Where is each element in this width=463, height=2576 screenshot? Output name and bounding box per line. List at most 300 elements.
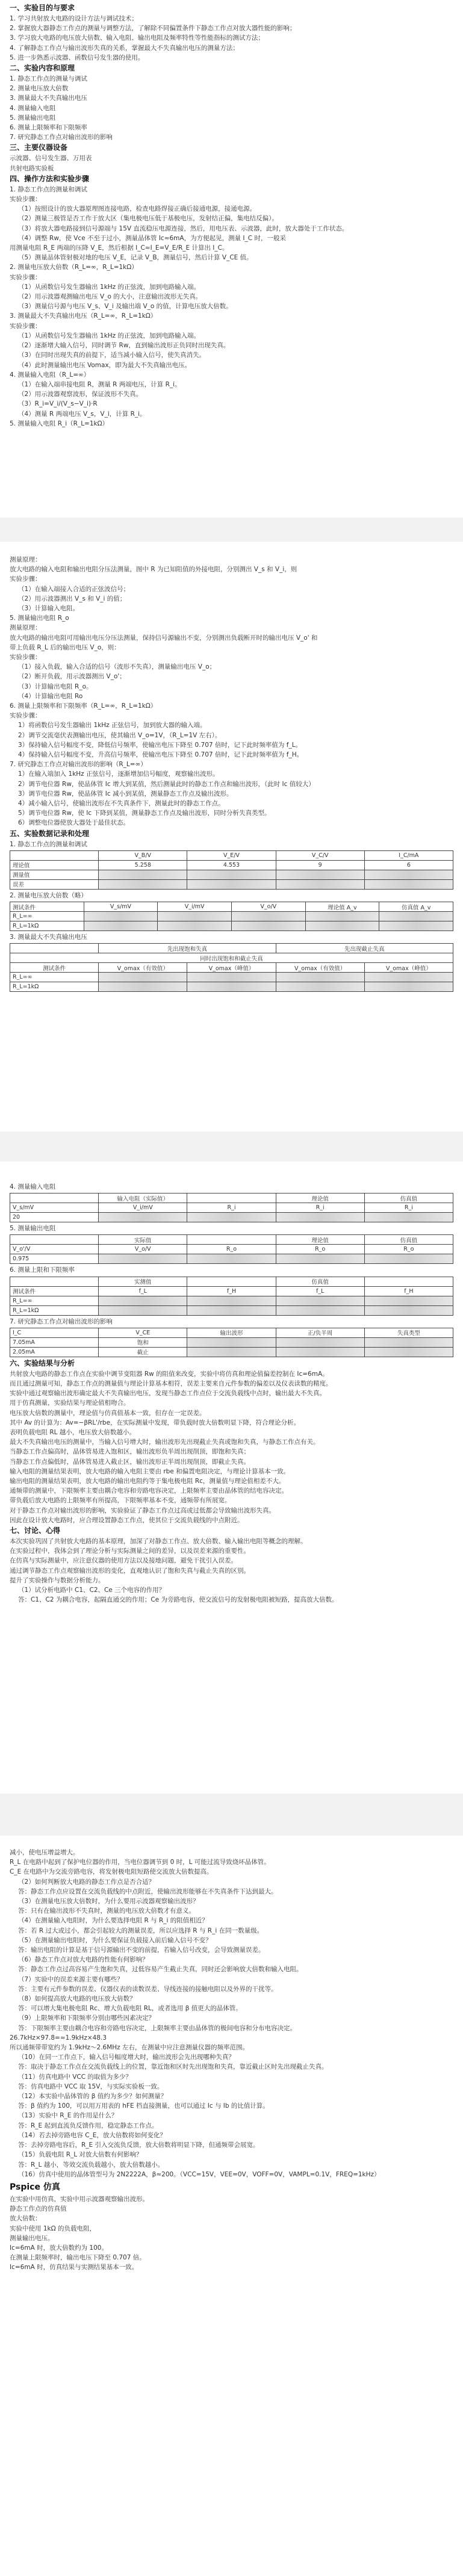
table-cell: [276, 1213, 364, 1222]
table-cell: [276, 1296, 364, 1305]
text-line: 3. 测量最大不失真输出电压（R_L=∞，R_L=1kΩ）: [10, 312, 157, 320]
table-cell: [158, 912, 232, 921]
table-frequency: [10, 1277, 453, 1316]
table-cell: f_H: [187, 1286, 276, 1296]
table-cell: [187, 973, 276, 982]
table-cell: [10, 1277, 99, 1286]
table-cell: 5.258: [99, 860, 187, 870]
table-cell: [187, 1194, 276, 1203]
text-line: （1）试分析电路中 C1、C2、Ce 三个电容的作用？: [18, 1587, 166, 1594]
text-line: 1. 静态工作点的测量与调试: [10, 75, 87, 83]
table-cell: [364, 1347, 453, 1357]
table-cell: 7.05mA: [10, 1337, 99, 1347]
text-line: 静态工作点的仿真值: [10, 2205, 67, 2213]
text-line: （2）测量三极管是否工作于放大区（集电极电压低于基极电压，发射结正偏，集电结反偏）。: [18, 215, 278, 223]
table-cell: R_o: [187, 1245, 276, 1254]
text-line: （1）在输入端串接电阻 R，测量 R 两端电压，计算 R_i。: [18, 380, 181, 388]
table-cell: V_CE: [99, 1328, 187, 1337]
text-line: （1）接入负载，输入合适的信号（波形不失真），测量输出电压 V_o；: [18, 663, 216, 671]
text-line: （4）计算输出电阻 Ro: [18, 692, 83, 700]
table-caption: 1. 静态工作点的测量和调试: [10, 840, 87, 848]
text-line: 答：R_E 起到直流负反馈作用，稳定静态工作点。: [18, 2122, 158, 2129]
page-4-content: [0, 1836, 463, 2273]
text-line: 答：可以增大集电极电阻 Rc、增大负载电阻 RL，或者选用 β 值更大的晶体管。: [18, 2005, 242, 2013]
table-cell: [84, 912, 158, 921]
text-line: 答：只有在输出波形不失真时，测量的电压放大倍数才有意义。: [18, 1907, 195, 1915]
text-line: 输出电阻的测量结果表明，放大电路的输出电阻约等于集电极电阻 Rc，测量值与理论值相差不大。: [10, 1478, 285, 1485]
text-line: 5. 测量输出电阻: [10, 114, 56, 122]
table-row: [10, 879, 453, 889]
text-line: 实验步骤：: [10, 273, 42, 281]
table-cell: R_o: [364, 1245, 453, 1254]
section-heading: Pspice 仿真: [10, 2182, 60, 2192]
table-cell: [10, 1194, 99, 1203]
text-line: 4. 了解静态工作点与输出波形失真的关系，掌握最大不失真输出电压的测量方法；: [10, 44, 239, 52]
text-line: 在仿真与实际测量中，应注意仪器的使用方法以及接地问题，避免干扰引入误差。: [10, 1557, 237, 1565]
table-cell: 测试条件: [10, 963, 99, 973]
text-line: 最大不失真输出电压的测量中，当输入信号增大时，输出波形先出现截止失真或饱和失真，与静态工作点有关。: [10, 1438, 320, 1446]
table-cell: [187, 982, 276, 992]
table-cell: 实际值: [99, 1235, 187, 1245]
section-heading: 四、操作方法和实验步骤: [10, 174, 90, 183]
text-line: 答：下限频率主要由耦合电容和旁路电容决定，上限频率主要由晶体管的极间电容和分布电容决定。: [18, 2024, 296, 2032]
table-caption: 7. 研究静态工作点对输出波形的影响: [10, 1317, 113, 1325]
page-2: [0, 542, 463, 1132]
text-line: （3）测量信号源与电压 V_s、V_i 及输出端 V_o 的值，计算电压放大倍数。: [18, 303, 232, 311]
text-line: 5. 测量输出电阻 R_o: [10, 615, 69, 622]
table-cell: V_B/V: [99, 850, 187, 860]
table-cell: [99, 1254, 187, 1264]
text-line: 测量输出电压。: [10, 2234, 54, 2242]
text-line: 1. 静态工作点的测量和调试: [10, 185, 87, 193]
table-cell: 仿真值 A_v: [379, 902, 453, 912]
table-cell: [364, 879, 453, 889]
text-line: 2. 掌握放大器静态工作点的测量与调整方法，了解除不同偏置条件下静态工作点对放大器性能的影响；: [10, 25, 296, 33]
table-cell: [99, 973, 187, 982]
text-line: （2）用示波器观察波形，保证波形不失真。: [18, 391, 143, 398]
table-row: [10, 1194, 453, 1203]
text-line: 6. 测量上限频率和下限频率: [10, 124, 87, 132]
table-row: [10, 1213, 453, 1222]
table-row: [10, 1235, 453, 1245]
table-cell: [305, 921, 379, 931]
text-line: 测量原理：: [10, 556, 42, 563]
table-cell: V_i/mV: [99, 1203, 187, 1213]
table-cell: I_C/mA: [364, 850, 453, 860]
table-voltage-gain: [10, 902, 453, 931]
page-gap-1: [0, 518, 463, 542]
table-cell: [379, 912, 453, 921]
table-cell: [99, 1296, 187, 1305]
text-line: 答：若 R 过大或过小，都会引起较大的测量误差，所以应选择 R 与 R_i 在同一数量级。: [18, 1927, 264, 1934]
table-cell: [187, 1347, 276, 1357]
table-cell: V_i/mV: [158, 902, 232, 912]
text-line: 7. 研究静态工作点对输出波形的影响（R_L=∞）: [10, 761, 147, 769]
text-line: 答：仿真电路中 VCC 取 15V，与实际实验板一致。: [18, 2082, 164, 2090]
text-line: 4. 测量输入电阻: [10, 104, 56, 112]
table-cell: [364, 1277, 453, 1286]
text-line: 7. 研究静态工作点对输出波形的影响: [10, 134, 113, 141]
text-line: 提升了实验操作与数据分析能力。: [10, 1576, 105, 1584]
text-line: 测量原理：: [10, 624, 42, 632]
text-line: 1）将函数信号发生器输出 1kHz 正弦信号，加到放大器的输入端。: [18, 722, 207, 729]
table-cell: R_L=∞: [10, 973, 99, 982]
page-2-content: [0, 542, 463, 992]
text-line: 放大电路的输出电阻可用输出电压分压法测量，保持信号源输出不变，分别测出负载断开时的输出电压 V_o' 和: [10, 634, 318, 642]
table-cell: [276, 982, 364, 992]
text-line: （15）负载电阻 R_L 对放大倍数有何影响？: [18, 2151, 143, 2159]
text-line: 实验步骤：: [10, 196, 42, 203]
text-line: 2）调节电位器 Rw，使晶体管 Ic 增大到某值，然后测量此时的静态工作点和输出波形，（此时 Ic 值较大）: [18, 780, 315, 788]
table-row: [10, 944, 453, 953]
text-line: （2）断开负载，用示波器测出 V_o'；: [18, 673, 126, 681]
table-cell: 9: [276, 860, 364, 870]
text-line: （3）在测量电压放大倍数时，为什么要用示波器观察输出波形？: [18, 1898, 199, 1906]
section-heading: 五、实验数据记录和处理: [10, 829, 90, 838]
table-row: [10, 902, 453, 912]
table-cell: [187, 870, 276, 879]
table-row: [10, 850, 453, 860]
table-cell: V_omax（峰值）: [187, 963, 276, 973]
table-cell: 0.975: [10, 1254, 99, 1264]
text-line: （14）若去掉旁路电容 C_E，放大倍数将如何变化？: [18, 2131, 166, 2139]
text-line: 实验步骤：: [10, 712, 42, 720]
table-cell: 理论值: [276, 1194, 364, 1203]
page-3-content: [0, 1162, 463, 1605]
table-cell: [231, 921, 305, 931]
text-line: 3）保持输入信号幅度不变，降低信号频率，使输出电压下降至 0.707 倍时，记下此时频率值为 f_L。: [18, 741, 302, 749]
table-cell: [99, 870, 187, 879]
text-line: （4）此时测量输出电压 Vomax，即为最大不失真输出电压。: [18, 361, 191, 369]
table-cell: V_s/mV: [10, 1203, 99, 1213]
table-cell: V_o/V: [99, 1245, 187, 1254]
table-cell: V_omax（有效值）: [276, 963, 364, 973]
table-cell: R_L=∞: [10, 1296, 99, 1305]
text-line: 在测量上限频率时，输出电压下降至 0.707 倍。: [10, 2254, 146, 2262]
table-cell: [276, 973, 364, 982]
table-cell: [187, 879, 276, 889]
table-cell: R_i: [276, 1203, 364, 1213]
table-cell: [187, 1254, 276, 1264]
text-line: （4）测量 R 两端电压 V_s，V_i，计算 R_i。: [18, 410, 146, 418]
text-line: 表明负载电阻 RL 越小，电压放大倍数越小。: [10, 1429, 135, 1437]
table-row: [10, 1305, 453, 1315]
table-cell: R_L=1kΩ: [10, 921, 84, 931]
table-cell: [364, 1296, 453, 1305]
table-cell: 截止: [99, 1347, 187, 1357]
page-1: [0, 0, 463, 518]
text-line: 用测量电阻 R_E 两端的压降 V_E，然后根据 I_C≈I_E=V_E/R_E 计算出 I_C。: [10, 244, 229, 252]
text-line: 在实验中用仿真，实验中用示波器观察输出波形。: [10, 2195, 149, 2203]
table-cell: [187, 1235, 276, 1245]
text-line: （2）逐渐增大输入信号，同时调节 Rw，直到输出波形正负同时出现失真。: [18, 342, 230, 350]
table-cell: 测量值: [10, 870, 99, 879]
text-line: 当静态工作点偏低时，晶体管易进入截止区，输出波形正半周出现削顶，即截止失真。: [10, 1458, 250, 1466]
table-cell: 2.05mA: [10, 1347, 99, 1357]
table-row: [10, 1203, 453, 1213]
table-row: [10, 973, 453, 982]
text-line: 实验中使用 1kΩ 的负载电阻，: [10, 2225, 96, 2232]
text-line: 当静态工作点偏高时，晶体管易进入饱和区，输出波形负半周出现削顶，即饱和失真；: [10, 1448, 250, 1456]
text-line: 2）调节交流毫伏表测输出电压，使其输出 V_o=1V，（R_L=1V 左右）。: [18, 731, 222, 739]
text-line: 带负载后放大电路的上限频率有所提高，下限频率基本不变，通频带有所展宽。: [10, 1497, 231, 1505]
text-line: 通频带的测量中，下限频率主要由耦合电容和旁路电容决定，上限频率主要由晶体管的结电容决定。: [10, 1487, 288, 1495]
table-cell: 输出波形: [187, 1328, 276, 1337]
table-cell: [276, 879, 364, 889]
table-cell: [99, 982, 187, 992]
table-cell: I_C: [10, 1328, 99, 1337]
text-line: （1）从函数信号发生器输出 1kHz 的正弦波，加到电路输入端。: [18, 283, 200, 291]
table-cell: 测试条件: [10, 1286, 99, 1296]
text-line: 答：主要有元件参数的误差、仪器仪表的读数误差、导线连接的接触电阻以及外界的干扰等。: [18, 1985, 278, 1993]
table-cell: [364, 1213, 453, 1222]
text-line: 2. 测量电压放大倍数（R_L=∞，R_L=1kΩ）: [10, 264, 138, 271]
table-cell: 输入电阻（实际值）: [99, 1194, 187, 1203]
text-line: 实验步骤：: [10, 575, 42, 583]
table-cell: 仿真值: [364, 1235, 453, 1245]
table-cell: [187, 1337, 276, 1347]
text-line: （4）在测量输入电阻时，为什么要选择电阻 R 与 R_i 的阻值相近？: [18, 1917, 208, 1925]
table-row: [10, 1286, 453, 1296]
text-line: 放大倍数：: [10, 2215, 42, 2223]
table-cell: [276, 1347, 364, 1357]
table-cell: f_L: [99, 1286, 187, 1296]
text-line: （13）实验中 R_E 的作用是什么？: [18, 2112, 118, 2120]
table-cell: [10, 850, 99, 860]
text-line: 答：C1、C2 为耦合电容，起隔直通交的作用；Ce 为旁路电容，使交流信号的发射极电阻被短路，提高放大倍数。: [18, 1596, 338, 1604]
spacer: [10, 1164, 453, 1182]
table-row: [10, 1277, 453, 1286]
table-cell: [99, 1305, 187, 1315]
table-cell: 测试条件: [10, 902, 84, 912]
table-cell: V_s/mV: [84, 902, 158, 912]
text-line: （5）在测量输出电阻时，为什么要保证负载接入前后输入信号不变？: [18, 1936, 212, 1944]
page-3: [0, 1162, 463, 1794]
table-cell: 理论值: [10, 860, 99, 870]
table-cell: f_H: [364, 1286, 453, 1296]
table-cell: V_C/V: [276, 850, 364, 860]
text-line: C_E 在电路中为交流旁路电容，将发射极电阻短路使交流放大倍数提高。: [10, 1868, 213, 1876]
table-cell: [187, 1305, 276, 1315]
table-cell: [187, 1213, 276, 1222]
table-cell: 理论值: [276, 1235, 364, 1245]
text-line: Ic=6mA 时，仿真结果与实测结果基本一致。: [10, 2264, 138, 2271]
text-line: 4. 测量输入电阻（R_L=∞）: [10, 371, 90, 379]
text-line: （11）仿真电路中 VCC 的取值为多少？: [18, 2073, 132, 2081]
table-cell: 先出现截止失真: [276, 944, 453, 953]
text-line: 答：取决于静态工作点在交流负载线上的位置，靠近饱和区时先出现饱和失真，靠近截止区时先出现截止失真。: [18, 2063, 328, 2071]
table-cell: V_omax（有效值）: [99, 963, 187, 973]
text-line: 用于仿真测量，实验结果与理论值相吻合。: [10, 1399, 130, 1407]
table-cell: R_L=∞: [10, 912, 84, 921]
text-line: （1）在输入端接入合适的正弦波信号；: [18, 585, 130, 593]
table-cell: R_i: [364, 1203, 453, 1213]
table-caption: 4. 测量输入电阻: [10, 1183, 56, 1190]
text-line: （5）测量晶体管射极对地的电压 V_E，记录 V_B，测量信号，然后计算 V_CE 值。: [18, 254, 253, 262]
table-row: [10, 921, 453, 931]
table-row: [10, 1347, 453, 1357]
text-line: Ic=6mA 时，放大倍数约为 100。: [10, 2244, 108, 2252]
table-row: [10, 860, 453, 870]
table-cell: [364, 973, 453, 982]
table-caption: 3. 测量最大不失真输出电压: [10, 933, 87, 941]
table-row: [10, 953, 453, 963]
table-row: [10, 1337, 453, 1347]
text-line: （2）如何判断放大电路的静态工作点是否合适？: [18, 1878, 155, 1886]
text-line: （2）用示波器观测输出电压 V_o 的大小，注意输出波形无失真。: [18, 293, 202, 301]
text-line: 答：β 值约为 100，可以用万用表的 hFE 档直接测量，也可以通过 Ic 与 Ib 的比值计算。: [18, 2102, 269, 2110]
page-gap-2: [0, 1132, 463, 1162]
text-line: （3）计算输入电阻。: [18, 605, 79, 613]
table-cell: 正/负半周: [276, 1328, 364, 1337]
text-line: （9）上限频率和下限频率分别由哪些因素决定？: [18, 2014, 155, 2022]
table-static-point: [10, 850, 453, 890]
text-line: 答：去掉旁路电容后，R_E 引入交流负反馈，放大倍数将明显下降，但通频带会展宽。: [18, 2141, 259, 2149]
text-line: （1）按照设计的放大器原理图连接电路，检查电路焊接正确后接通电源，接通电源。: [18, 205, 256, 213]
text-line: 所以通频带带宽约为 1.9kHz～2.6MHz 左右，在测量中应注意测量仪器的频率范围。: [10, 2044, 249, 2052]
text-line: 输入电阻的测量结果表明，放大电路的输入电阻主要由 rbe 和偏置电阻决定，与理论计算基本一致。: [10, 1467, 290, 1475]
text-line: R_L 在电路中起到了保护电位器的作用，当电位器调节到 0 时，L 可能过流导致烧坏晶体管。: [10, 1859, 270, 1866]
table-max-output: [10, 943, 453, 992]
table-cell: 理论值 A_v: [305, 902, 379, 912]
text-line: 5. 进一步熟悉示波器、函数信号发生器的使用。: [10, 54, 144, 61]
table-cell: 失真类型: [364, 1328, 453, 1337]
table-cell: 同时出现饱和和截止失真: [10, 953, 453, 963]
text-line: 4）保持输入信号幅度不变，升高信号频率，使输出电压下降至 0.707 倍时，记下此时频率值为 f_H。: [18, 751, 303, 759]
table-cell: 误差: [10, 879, 99, 889]
text-line: 4）减小输入信号，使输出波形在不失真条件下，测量此时的静态工作点。: [18, 800, 225, 808]
table-cell: 仿真值: [364, 1194, 453, 1203]
table-input-resistance: [10, 1193, 453, 1222]
text-line: 1）在输入端加入 1kHz 正弦信号，逐渐增加信号幅度，观察输出波形。: [18, 770, 219, 778]
text-line: 6. 测量上限频率和下限频率（R_L=∞，R_L=1kΩ）: [10, 702, 157, 710]
text-line: 共射电路实验板: [10, 164, 54, 172]
table-caption: 2. 测量电压放大倍数（略）: [10, 891, 87, 899]
text-line: 减小，使电压增益增大。: [10, 1849, 79, 1856]
table-cell: 饱和: [99, 1337, 187, 1347]
text-line: （8）如何提高放大电路的电压放大倍数？: [18, 1995, 136, 2003]
table-cell: 6: [364, 860, 453, 870]
table-cell: [364, 982, 453, 992]
text-line: 答：R_L 越小，等效交流负载越小，放大倍数越小。: [18, 2161, 164, 2169]
table-cell: [364, 870, 453, 879]
text-line: （6）静态工作点对放大电路的性能有何影响？: [18, 1956, 149, 1964]
table-cell: V_o/V: [231, 902, 305, 912]
section-heading: 六、实验结果与分析: [10, 1358, 75, 1367]
table-cell: 20: [10, 1213, 99, 1222]
text-line: （12）本实验中晶体管的 β 值约为多少？如何测量？: [18, 2093, 167, 2101]
table-row: [10, 1328, 453, 1337]
table-row: [10, 1254, 453, 1264]
text-line: 而且通过测量可知，静态工作点的测量值与理论计算基本相符，误差主要来自元件参数的偏差以及仪表读数的精度。: [10, 1380, 332, 1388]
spacer: [10, 544, 453, 555]
text-line: 3. 学习放大电路的电压放大倍数、输入电阻、输出电阻及频率特性等性能指标的测试方法；: [10, 34, 264, 42]
text-line: 示波器、信号发生器、万用表: [10, 155, 92, 163]
table-cell: 实测值: [99, 1277, 187, 1286]
text-line: （3）将放大器电路接到信号源端与 15V 直流稳压电源连接，然后，用电压表、示波器，此时，放大器处于工作状态。: [18, 224, 349, 232]
table-cell: [276, 1254, 364, 1264]
text-line: 放大电路的输入电阻和输出电阻分压法测量，图中 R 为已知阻值的外接电阻，分别测出 V_s 和 V_i，则: [10, 566, 297, 574]
section-heading: 二、实验内容和原理: [10, 64, 75, 73]
text-line: 带上负载 R_L 后的输出电压 V_o，则：: [10, 643, 120, 651]
text-line: 在实验过程中，我体会到了理论分析与实际测量之间的差异，以及误差来源的重要性。: [10, 1547, 250, 1555]
table-cell: [364, 1337, 453, 1347]
text-line: （2）用示波器测出 V_s 和 V_i 的值；: [18, 595, 126, 602]
text-line: 3. 测量最大不失真输出电压: [10, 94, 87, 102]
text-line: 2. 测量电压放大倍数: [10, 85, 69, 93]
page-1-content: [0, 0, 463, 429]
text-line: 共射放大电路的静态工作点在实验中调节变阻器 Rw 的阻值来改变，实验中将仿真和理论值偏差控制在 Ic=6mA。: [10, 1370, 329, 1378]
page-4: [0, 1836, 463, 2576]
table-cell: [276, 1337, 364, 1347]
table-row: [10, 870, 453, 879]
table-cell: [364, 1254, 453, 1264]
text-line: （16）仿真中使用的晶体管型号为 2N2222A，β≈200。（VCC=15V，VEE=0V，VOFF=0V，VAMPL=0.1V，FREQ=1kHz）: [18, 2170, 381, 2178]
table-cell: [187, 1277, 276, 1286]
text-line: （3）R_i=V_i/(V_s−V_i)·R: [18, 400, 98, 408]
spacer: [10, 1838, 453, 1848]
table-cell: R_L=1kΩ: [10, 1305, 99, 1315]
text-line: 答：静态工作点应设置在交流负载线的中点附近，使输出波形能够在不失真条件下达到最大。: [18, 1887, 278, 1895]
table-cell: V_o'/V: [10, 1245, 99, 1254]
text-line: （7）实验中的误差来源主要有哪些？: [18, 1975, 123, 1983]
table-cell: f_L: [276, 1286, 364, 1296]
text-line: 实验步骤：: [10, 322, 42, 330]
table-cell: [276, 870, 364, 879]
text-line: 其中 Av 的计算为：Av=−βRL'/rbe，在实际测量中发现，带负载时放大倍数明显下降，符合理论分析。: [10, 1419, 300, 1426]
table-cell: [84, 921, 158, 931]
text-line: 因此在设计放大电路时，应合理设置静态工作点，使其位于交流负载线的中点附近。: [10, 1516, 244, 1524]
text-line: 通过调节静态工作点观察输出波形的变化，直观地认识了饱和失真与截止失真的区别。: [10, 1567, 250, 1574]
table-cell: 4.553: [187, 860, 276, 870]
text-line: 5）调节电位器 Rw，使 Ic 下降到某值，测量静态工作点及输出波形，同时分析失真类型。: [18, 810, 271, 817]
table-row: [10, 963, 453, 973]
table-cell: R_L=1kΩ: [10, 982, 99, 992]
text-line: 对于静态工作点对输出波形的影响，实验验证了静态工作点过高或过低都会导致输出波形失真。: [10, 1506, 275, 1514]
table-cell: [379, 921, 453, 931]
table-cell: 仿真值: [276, 1277, 364, 1286]
text-line: 答：输出电阻的计算是基于信号源输出不变的前提，若输入信号改变，会导致测量误差。: [18, 1946, 265, 1954]
text-line: 实验中通过观察输出波形确定最大不失真输出电压，发现当静态工作点位于交流负载线中点时，输出最大不失真。: [10, 1390, 326, 1398]
section-heading: 三、主要仪器设备: [10, 143, 68, 152]
text-line: 26.7kHz×97.8=≈1.9kHz×48.3: [10, 2034, 107, 2042]
page-gap-3: [0, 1794, 463, 1836]
text-line: （3）在同时出现失真的前提下，适当减小输入信号，使失真消失。: [18, 351, 206, 359]
section-heading: 一、实验目的与要求: [10, 4, 75, 12]
table-cell: R_o: [276, 1245, 364, 1254]
text-line: 答：静态工作点过高容易产生饱和失真，过低容易产生截止失真，同时还会影响放大倍数和输入电阻。: [18, 1966, 303, 1974]
text-line: 6）调整电位器使放大器处于最佳状态。: [18, 819, 130, 827]
text-line: 5. 测量输入电阻 R_i（R_L=1kΩ）: [10, 420, 109, 427]
table-caption: 6. 测量上限和下限频率: [10, 1266, 75, 1274]
table-cell: [305, 912, 379, 921]
table-cell: [364, 1305, 453, 1315]
table-cell: [276, 1305, 364, 1315]
table-cell: 先出现饱和失真: [99, 944, 276, 953]
text-line: 本次实验巩固了共射放大电路的基本原理，加深了对静态工作点、放大倍数、输入输出电阻等概念的理解。: [10, 1538, 307, 1546]
table-row: [10, 1245, 453, 1254]
table-cell: [99, 1213, 187, 1222]
table-caption: 5. 测量输出电阻: [10, 1225, 56, 1233]
table-cell: R_i: [187, 1203, 276, 1213]
section-heading: 七、讨论、心得: [10, 1526, 61, 1535]
table-cell: V_E/V: [187, 850, 276, 860]
table-cell: [231, 912, 305, 921]
text-line: 电压放大倍数的测量中，理论值与仿真值基本一致，但存在一定误差。: [10, 1409, 206, 1417]
table-row: [10, 1296, 453, 1305]
text-line: （3）计算输出电阻 R_o。: [18, 683, 93, 690]
text-line: 1. 学习共射放大电路的设计方法与调试技术；: [10, 15, 138, 22]
